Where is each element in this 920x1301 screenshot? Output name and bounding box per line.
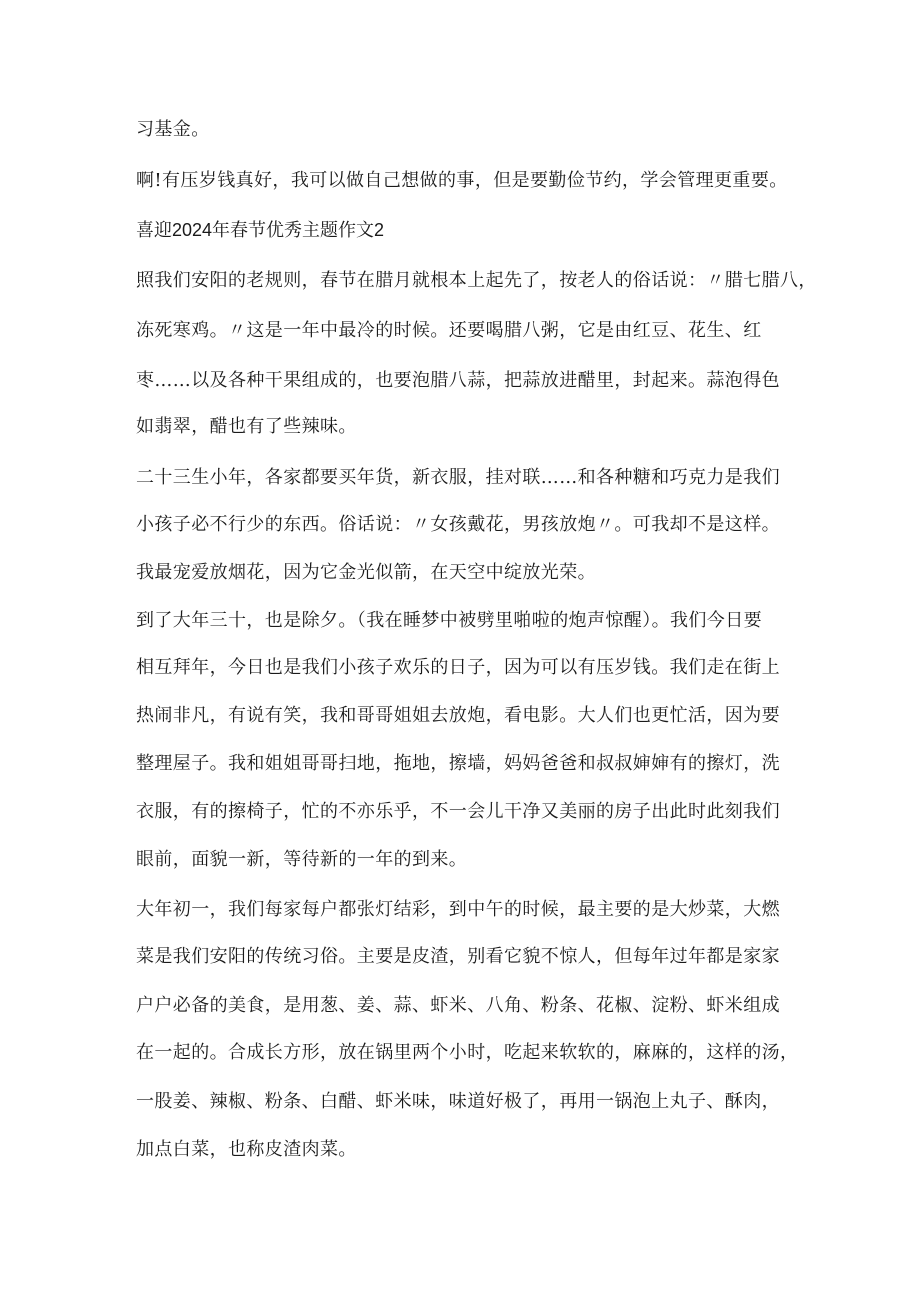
paragraph-line: 整理屋子。我和姐姐哥哥扫地，拖地，擦墙，妈妈爸爸和叔叔婶婶有的擦灯，洗 xyxy=(136,753,780,774)
paragraph-line: 在一起的。合成长方形，放在锅里两个小时，吃起来软软的，麻麻的，这样的汤， xyxy=(136,1042,799,1063)
paragraph-line: 冻死寒鸡。〃这是一年中最冷的时候。还要喝腊八粥，它是由红豆、花生、红 xyxy=(136,320,762,341)
paragraph-line: 到了大年三十，也是除夕。（我在睡梦中被劈里啪啦的炮声惊醒）。我们今日要 xyxy=(136,610,762,631)
paragraph-line: 一股姜、辣椒、粉条、白醋、虾米味，味道好极了，再用一锅泡上丸子、酥肉， xyxy=(136,1091,780,1112)
paragraph-line: 眼前，面貌一新，等待新的一年的到来。 xyxy=(136,849,468,870)
paragraph-line: 枣……以及各种干果组成的，也要泡腊八蒜，把蒜放进醋里，封起来。蒜泡得色 xyxy=(136,370,780,391)
paragraph-line: 大年初一，我们每家每户都张灯结彩，到中午的时候，最主要的是大炒菜，大燃 xyxy=(136,899,780,920)
paragraph-line: 二十三生小年，各家都要买年货，新衣服，挂对联……和各种糖和巧克力是我们 xyxy=(136,467,780,488)
paragraph-line: 如翡翠，醋也有了些辣味。 xyxy=(136,416,357,437)
paragraph-line: 衣服，有的擦椅子，忙的不亦乐乎，不一会儿干净又美丽的房子出此时此刻我们 xyxy=(136,801,780,822)
paragraph-line: 菜是我们安阳的传统习俗。主要是皮渣，别看它貌不惊人，但每年过年都是家家 xyxy=(136,946,780,967)
paragraph-line: 加点白菜，也称皮渣肉菜。 xyxy=(136,1139,357,1160)
paragraph-line: 我最宠爱放烟花，因为它金光似箭，在天空中绽放光荣。 xyxy=(136,562,596,583)
paragraph-line: 小孩子必不行少的东西。俗话说：〃女孩戴花，男孩放炮〃。可我却不是这样。 xyxy=(136,514,780,535)
paragraph-line: 户户必备的美食，是用葱、姜、蒜、虾米、八角、粉条、花椒、淀粉、虾米组成 xyxy=(136,995,780,1016)
paragraph-line: 相互拜年，今日也是我们小孩子欢乐的日子，因为可以有压岁钱。我们走在街上 xyxy=(136,657,780,678)
section-heading: 喜迎2024年春节优秀主题作文2 xyxy=(136,220,385,240)
paragraph-line: 热闹非凡，有说有笑，我和哥哥姐姐去放炮，看电影。大人们也更忙活，因为要 xyxy=(136,705,780,726)
paragraph-line: 照我们安阳的老规则，春节在腊月就根本上起先了，按老人的俗话说：〃腊七腊八， xyxy=(136,270,817,291)
paragraph-line: 啊!有压岁钱真好，我可以做自己想做的事，但是要勤俭节约，学会管理更重要。 xyxy=(136,170,788,191)
paragraph-line: 习基金。 xyxy=(136,119,210,140)
